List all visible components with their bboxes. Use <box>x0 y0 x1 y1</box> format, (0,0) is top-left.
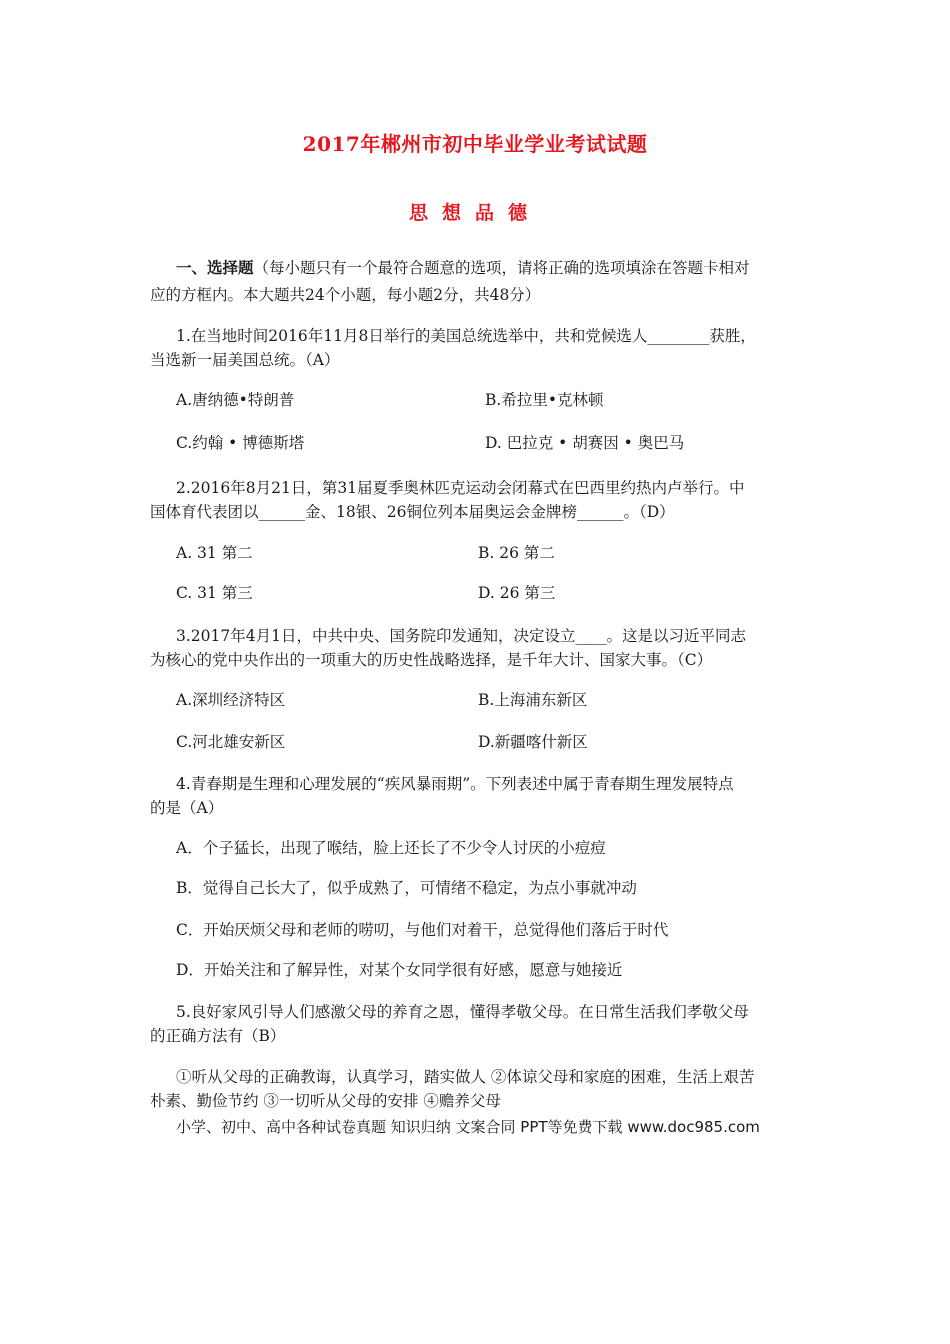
section-label: 一、选择题 <box>176 258 254 277</box>
question-2-option-c: C. 31 第三 <box>176 584 253 602</box>
question-2-option-d: D. 26 第三 <box>478 584 556 602</box>
question-2-option-a: A. 31 第二 <box>176 544 253 562</box>
question-4-text: 4.青春期是生理和心理发展的“疾风暴雨期”。下列表述中属于青春期生理发展特点 <box>176 775 734 793</box>
exam-title: 2017年郴州市初中毕业学业考试试题 <box>302 132 648 156</box>
question-1-option-b: B.希拉里•克林顿 <box>485 391 604 409</box>
question-2-text-cont: 国体育代表团以______金、18银、26铜位列本届奥运会金牌榜______。（D） <box>150 503 675 521</box>
question-3-text: 3.2017年4月1日，中共中央、国务院印发通知，决定设立____。这是以习近平同志 <box>176 627 746 645</box>
question-4-option-c: C．开始厌烦父母和老师的唠叨，与他们对着干，总觉得他们落后于时代 <box>176 921 669 939</box>
question-2-text: 2.2016年8月21日，第31届夏季奥林匹克运动会闭幕式在巴西里约热内卢举行。中 <box>176 479 745 497</box>
question-1-text: 1.在当地时间2016年11月8日举行的美国总统选举中，共和党候选人________获胜， <box>176 327 756 345</box>
question-5-choices: ①听从父母的正确教诲，认真学习，踏实做人 ②体谅父母和家庭的困难，生活上艰苦 <box>176 1068 755 1086</box>
question-4-option-d: D．开始关注和了解异性，对某个女同学很有好感，愿意与她接近 <box>176 961 623 979</box>
question-3-option-b: B.上海浦东新区 <box>478 691 588 709</box>
section-instruction: （每小题只有一个最符合题意的选项，请将正确的选项填涂在答题卡相对 <box>253 259 750 277</box>
question-3-option-d: D.新疆喀什新区 <box>478 733 588 751</box>
question-2-option-b: B. 26 第二 <box>478 544 555 562</box>
section-instruction-cont: 应的方框内。本大题共24个小题，每小题2分，共48分） <box>150 286 541 304</box>
question-4-text-cont: 的是（A） <box>150 799 224 817</box>
section-header <box>176 258 750 278</box>
footer-watermark: 小学、初中、高中各种试卷真题 知识归纳 文案合同 PPT等免费下载 www.doc985.com <box>176 1118 760 1136</box>
question-1-option-d: D. 巴拉克 • 胡赛因 • 奥巴马 <box>485 434 685 452</box>
question-3-option-a: A.深圳经济特区 <box>176 691 286 709</box>
question-5-text-cont: 的正确方法有（B） <box>150 1027 286 1045</box>
subject-title: 思想品德 <box>408 202 541 224</box>
question-5-text: 5.良好家风引导人们感激父母的养育之恩，懂得孝敬父母。在日常生活我们孝敬父母 <box>176 1003 749 1021</box>
question-3-text-cont: 为核心的党中央作出的一项重大的历史性战略选择，是千年大计、国家大事。（C） <box>150 651 713 669</box>
question-4-option-a: A．个子猛长，出现了喉结，脸上还长了不少令人讨厌的小痘痘 <box>176 839 606 857</box>
question-5-choices-cont: 朴素、勤俭节约 ③一切听从父母的安排 ④赡养父母 <box>150 1092 501 1110</box>
question-1-option-c: C.约翰 • 博德斯塔 <box>176 434 305 452</box>
question-1-option-a: A.唐纳德•特朗普 <box>176 391 295 409</box>
question-3-option-c: C.河北雄安新区 <box>176 733 286 751</box>
question-1-text-cont: 当选新一届美国总统。（A） <box>150 351 340 369</box>
question-4-option-b: B．觉得自己长大了，似乎成熟了，可情绪不稳定，为点小事就冲动 <box>176 879 637 897</box>
